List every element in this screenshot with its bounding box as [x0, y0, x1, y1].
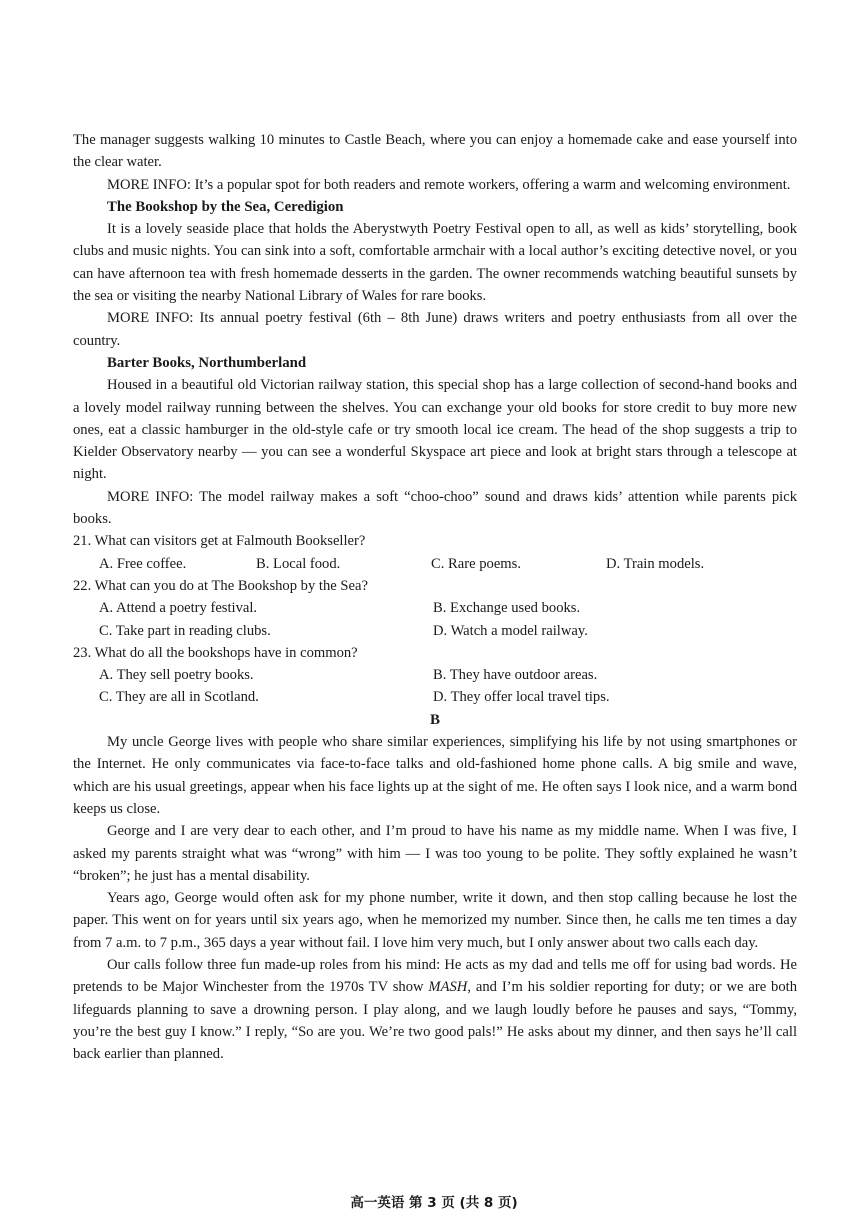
option-b: B. Local food.	[256, 555, 341, 572]
tv-show-title: MASH	[428, 979, 468, 996]
option-d: D. They offer local travel tips.	[433, 689, 610, 706]
question-22	[73, 575, 797, 642]
barter-books-more-info: MORE INFO: The model railway makes a soft “choo-choo” sound and draws kids’ attention while parents pick books.	[73, 488, 797, 528]
option-c: C. Rare poems.	[431, 555, 521, 572]
question-options-row-1	[73, 597, 797, 619]
bookshop-by-the-sea-body: It is a lovely seaside place that holds the Aberystwyth Poetry Festival open to all, as well as kids’ storytelling, book clubs and music nights. You can sink into a soft, comfortable armchair with a local author’s exciting detective novel, or you can have afternoon tea with fresh homemade desserts in the garden. The owner recommends watching beautiful sunsets by the sea or visiting the nearby National Library of Wales for rare books.	[73, 221, 797, 305]
section-b-label: B	[429, 711, 440, 728]
option-a: A. They sell poetry books.	[99, 667, 254, 684]
question-options-row-1	[73, 664, 797, 686]
paragraph-4-end: , and I’m his soldier reporting for duty; or we are both lifeguards planning to save a drowning person. I play along, and we laugh loudly before he pauses and says, “Tommy, you’re the best guy I know.” I reply, “So are you. We’re two good pals!” He asks about my dinner, and then says he’ll call back earlier than planned.	[73, 979, 797, 1063]
option-a: A. Attend a poetry festival.	[99, 600, 258, 617]
barter-books-title: Barter Books, Northumberland	[107, 354, 307, 371]
option-d: D. Train models.	[606, 555, 705, 572]
option-d: D. Watch a model railway.	[433, 622, 588, 639]
option-b: B. Exchange used books.	[433, 600, 581, 617]
falmouth-more-info: MORE INFO: It’s a popular spot for both readers and remote workers, offering a warm and welcoming environment.	[107, 176, 791, 193]
bookshop-by-the-sea-more-info: MORE INFO: Its annual poetry festival (6th – 8th June) draws writers and poetry enthusiasts from all over the country.	[73, 310, 797, 349]
question-options-row-2	[73, 620, 797, 642]
question-21	[73, 530, 797, 575]
option-b: B. They have outdoor areas.	[433, 667, 598, 684]
page-footer: 高一英语 第 3 页 (共 8 页)	[350, 1195, 518, 1211]
passage-b-paragraph-2: George and I are very dear to each other, and I’m proud to have his name as my middle name. When I was five, I asked my parents straight what was “wrong” with him — I was too young to be polite. They softly explained he wasn’t “broken”; he just has a mental disability.	[73, 823, 797, 884]
question-stem: 22. What can you do at The Bookshop by the Sea?	[73, 577, 368, 594]
option-a: A. Free coffee.	[99, 555, 187, 572]
paragraph-4-start: Our calls follow three fun made-up roles from his mind: He acts as my dad and tells me off for using bad words. He pretends to be Major Winchester from the 1970s TV show	[73, 956, 797, 996]
bookshop-by-the-sea-title: The Bookshop by the Sea, Ceredigion	[107, 198, 344, 215]
question-options	[73, 553, 797, 575]
question-23	[73, 642, 797, 709]
exam-page-content	[73, 129, 797, 1065]
question-stem: 21. What can visitors get at Falmouth Bookseller?	[73, 533, 366, 550]
option-c: C. Take part in reading clubs.	[99, 622, 271, 639]
question-options-row-2	[73, 686, 797, 708]
passage-b-paragraph-1: My uncle George lives with people who share similar experiences, simplifying his life by not using smartphones or the Internet. He only communicates via face-to-face talks and old-fashioned home phone calls. A big smile and wave, which are his usual greetings, appear when his face lights up at the sight of me. He often says I look nice, and a warm bond keeps us close.	[73, 734, 797, 817]
passage-b-paragraph-4	[73, 954, 797, 1065]
barter-books-body: Housed in a beautiful old Victorian railway station, this special shop has a large collection of second-hand books and a lovely model railway running between the shelves. You can exchange your old books for store credit to buy more new ones, eat a classic hamburger in the old-style cafe or try smooth local ice cream. The head of the shop suggests a trip to Kielder Observatory nearby — you can see a wonderful Skyspace art piece and look at bright stars through a telescope at night.	[73, 377, 797, 483]
option-c: C. They are all in Scotland.	[99, 689, 259, 706]
falmouth-paragraph-end: The manager suggests walking 10 minutes to Castle Beach, where you can enjoy a homemade cake and ease yourself into the clear water.	[73, 132, 797, 171]
passage-b-paragraph-3: Years ago, George would often ask for my phone number, write it down, and then stop calling because he lost the paper. This went on for years until six years ago, when he memorized my number. Since then, he calls me ten times a day from 7 a.m. to 7 p.m., 365 days a year without fail. I love him very much, but I only answer about two calls each day.	[73, 890, 797, 951]
question-stem: 23. What do all the bookshops have in common?	[73, 644, 358, 661]
